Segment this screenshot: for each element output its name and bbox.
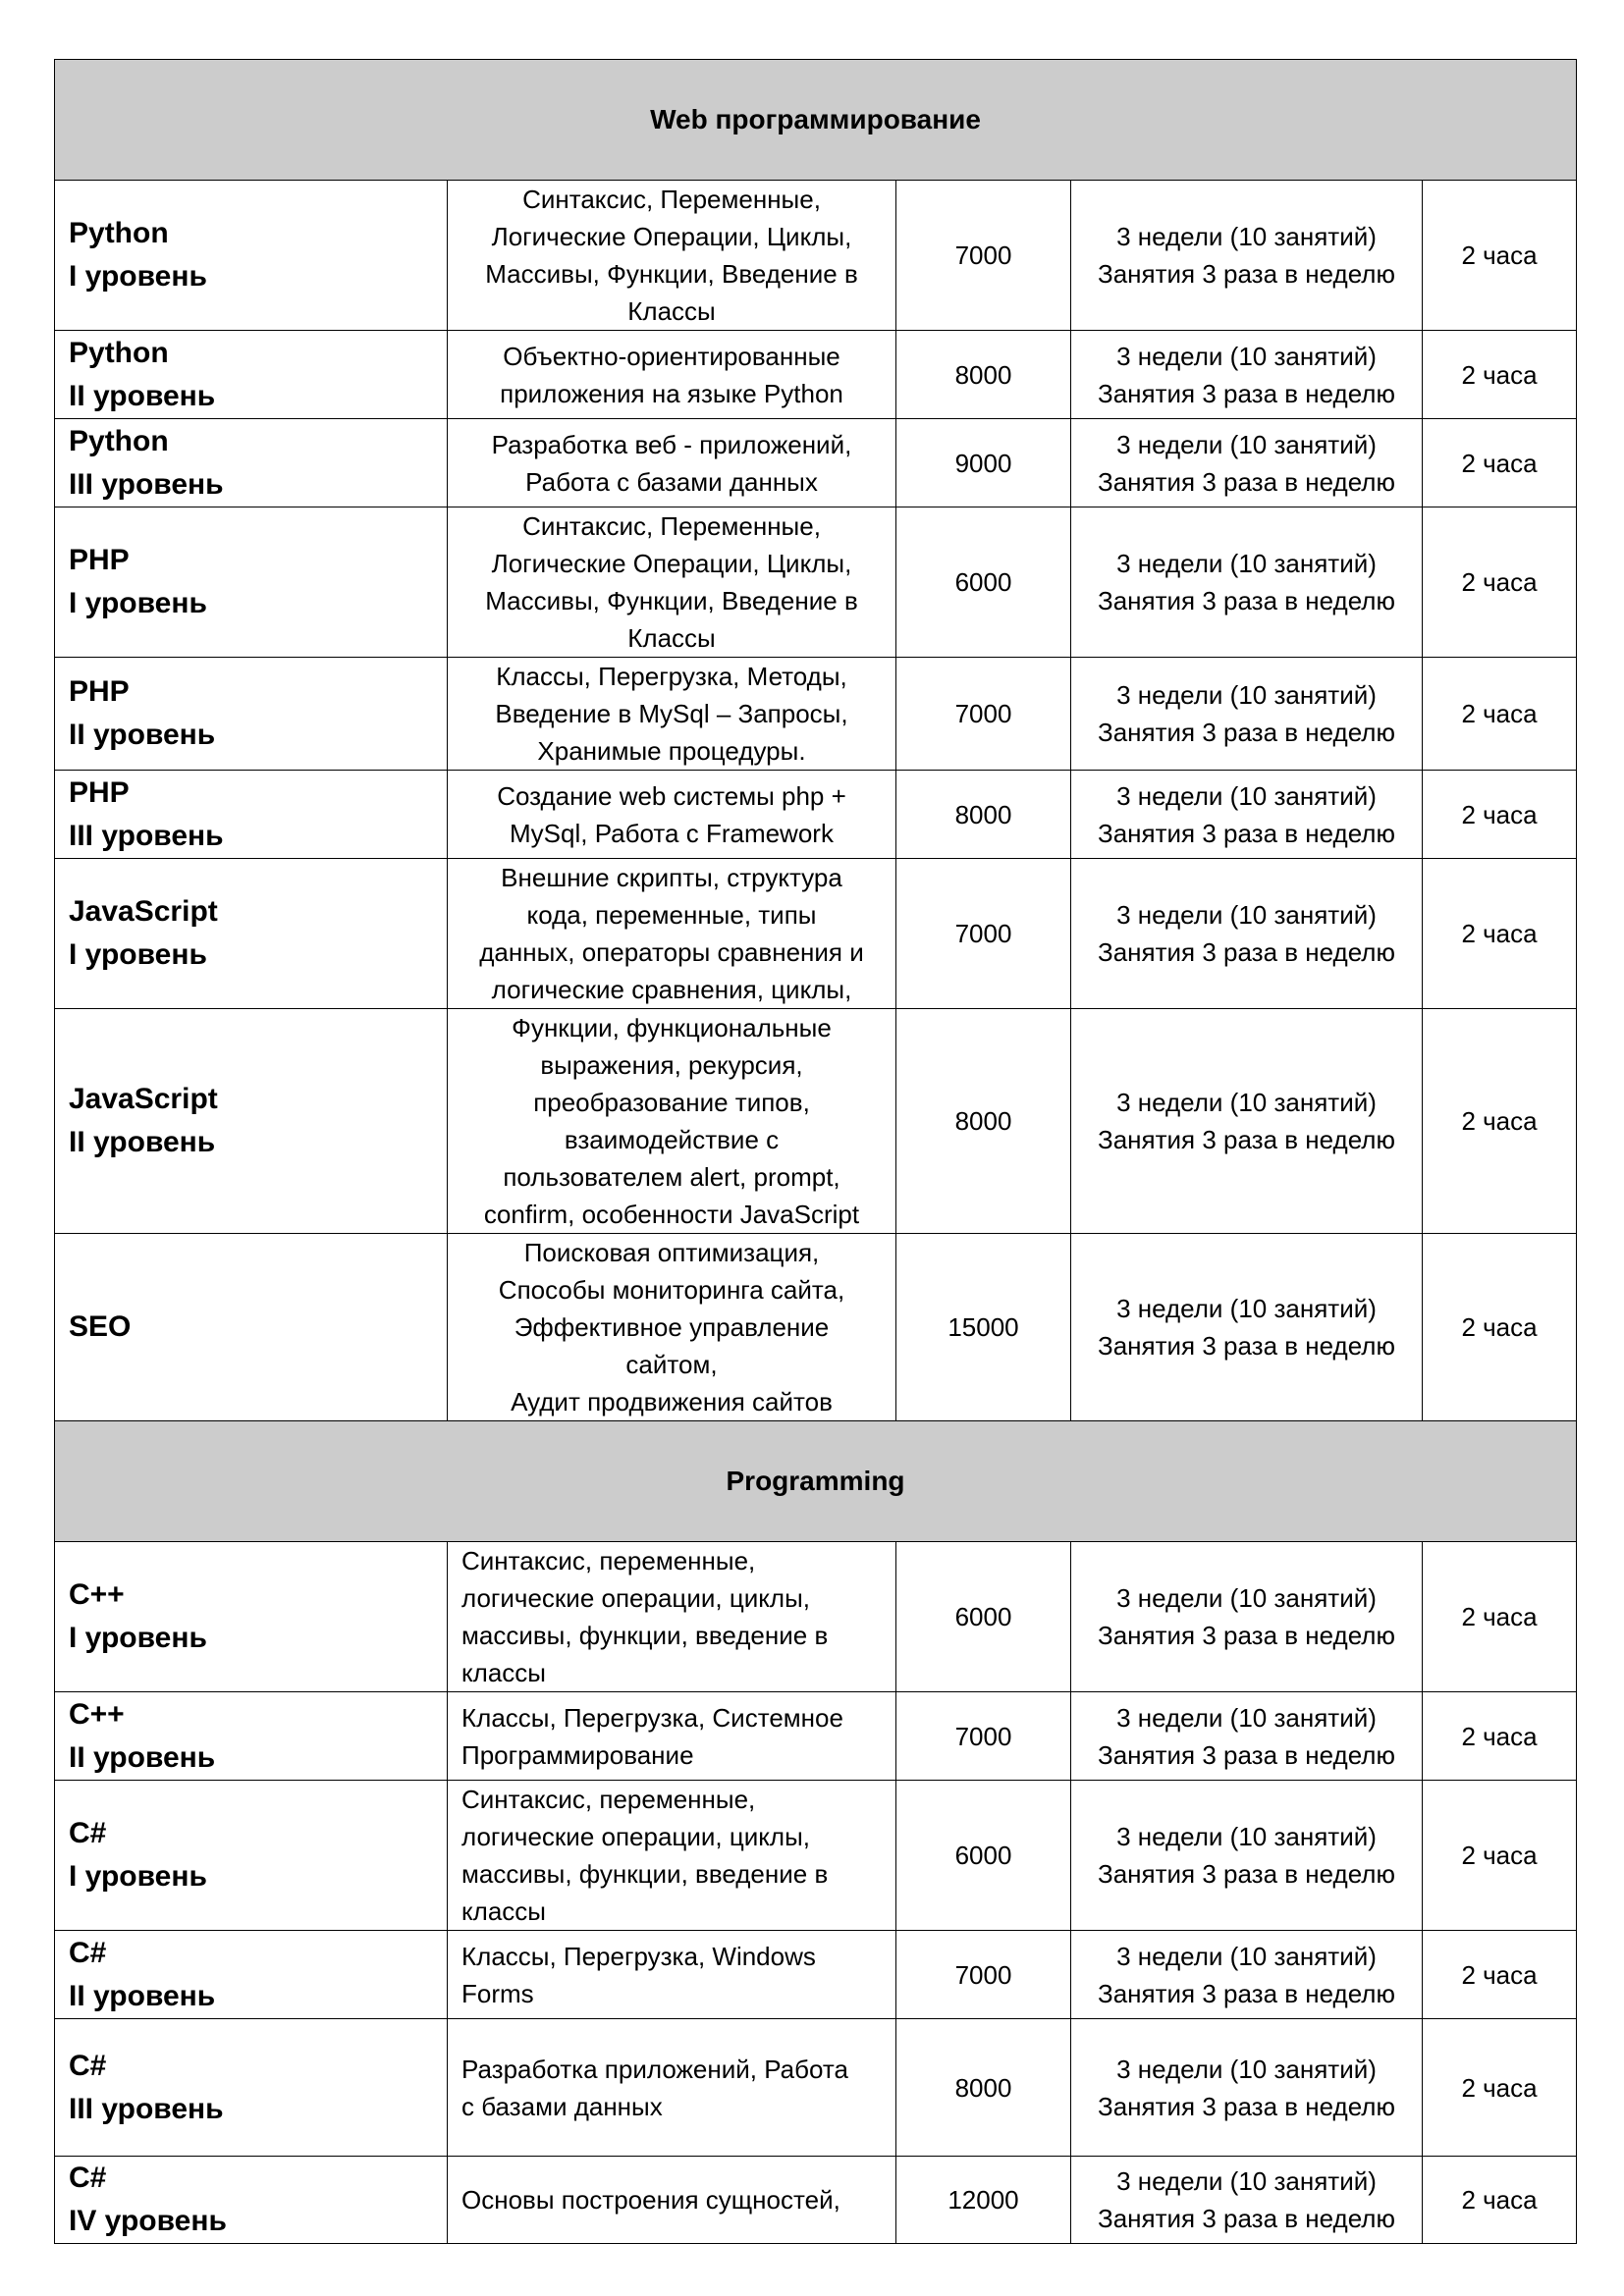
course-name: Python xyxy=(69,336,169,369)
course-row xyxy=(55,331,1577,419)
section-header-row xyxy=(55,60,1577,181)
course-name: C++ xyxy=(69,1578,125,1611)
price-list-page xyxy=(54,59,1576,2244)
course-description: Поисковая оптимизация, Способы мониторинга сайта, Эффективное управление сайтом, Аудит продвижения сайтов xyxy=(448,1234,896,1421)
course-price: 8000 xyxy=(896,331,1071,419)
course-name-cell xyxy=(55,507,448,658)
course-duration: 3 недели (10 занятий) Занятия 3 раза в неделю xyxy=(1071,507,1423,658)
course-price: 7000 xyxy=(896,1692,1071,1781)
course-price: 7000 xyxy=(896,859,1071,1009)
lesson-length: 2 часа xyxy=(1423,181,1577,331)
course-name: C++ xyxy=(69,1697,125,1731)
lesson-length: 2 часа xyxy=(1423,771,1577,859)
course-price: 6000 xyxy=(896,1542,1071,1692)
course-price: 7000 xyxy=(896,181,1071,331)
course-table xyxy=(54,59,1577,2244)
course-name: JavaScript xyxy=(69,895,218,928)
course-name: PHP xyxy=(69,675,130,708)
lesson-length: 2 часа xyxy=(1423,1009,1577,1234)
course-duration: 3 недели (10 занятий) Занятия 3 раза в неделю xyxy=(1071,2157,1423,2244)
section-title: Web программирование xyxy=(55,60,1577,181)
course-duration: 3 недели (10 занятий) Занятия 3 раза в неделю xyxy=(1071,658,1423,771)
lesson-length: 2 часа xyxy=(1423,507,1577,658)
course-description: Создание web системы php + MySql, Работа с Framework xyxy=(448,771,896,859)
course-name: SEO xyxy=(69,1310,132,1343)
course-name-cell xyxy=(55,1692,448,1781)
course-level: IV уровень xyxy=(69,2205,227,2237)
course-row xyxy=(55,419,1577,507)
course-duration: 3 недели (10 занятий) Занятия 3 раза в неделю xyxy=(1071,419,1423,507)
course-name-cell xyxy=(55,1009,448,1234)
course-row xyxy=(55,1542,1577,1692)
course-name-cell xyxy=(55,771,448,859)
course-name-cell xyxy=(55,331,448,419)
course-price: 6000 xyxy=(896,507,1071,658)
lesson-length: 2 часа xyxy=(1423,1542,1577,1692)
course-level: III уровень xyxy=(69,2092,224,2125)
course-level: I уровень xyxy=(69,1860,207,1893)
course-level: I уровень xyxy=(69,1622,207,1654)
lesson-length: 2 часа xyxy=(1423,859,1577,1009)
course-description: Разработка веб - приложений, Работа с базами данных xyxy=(448,419,896,507)
course-level: II уровень xyxy=(69,1979,216,2012)
course-name-cell xyxy=(55,859,448,1009)
course-name: C# xyxy=(69,2049,107,2082)
course-duration: 3 недели (10 занятий) Занятия 3 раза в неделю xyxy=(1071,1234,1423,1421)
section-header-row xyxy=(55,1421,1577,1542)
course-duration: 3 недели (10 занятий) Занятия 3 раза в неделю xyxy=(1071,331,1423,419)
course-level: II уровень xyxy=(69,719,216,751)
course-level: I уровень xyxy=(69,938,207,971)
course-description: Синтаксис, переменные, логические операции, циклы, массивы, функции, введение в классы xyxy=(448,1781,896,1931)
course-duration: 3 недели (10 занятий) Занятия 3 раза в неделю xyxy=(1071,1692,1423,1781)
lesson-length: 2 часа xyxy=(1423,419,1577,507)
course-name: C# xyxy=(69,1936,107,1969)
course-table-body xyxy=(55,60,1577,2244)
course-duration: 3 недели (10 занятий) Занятия 3 раза в неделю xyxy=(1071,2019,1423,2157)
course-description: Основы построения сущностей, xyxy=(448,2157,896,2244)
course-row xyxy=(55,658,1577,771)
course-price: 8000 xyxy=(896,1009,1071,1234)
lesson-length: 2 часа xyxy=(1423,331,1577,419)
lesson-length: 2 часа xyxy=(1423,1931,1577,2019)
course-name-cell xyxy=(55,2157,448,2244)
course-row xyxy=(55,1009,1577,1234)
course-duration: 3 недели (10 занятий) Занятия 3 раза в неделю xyxy=(1071,1542,1423,1692)
course-description: Классы, Перегрузка, Методы, Введение в MySql – Запросы, Хранимые процедуры. xyxy=(448,658,896,771)
course-row xyxy=(55,1234,1577,1421)
course-row xyxy=(55,1931,1577,2019)
course-duration: 3 недели (10 занятий) Занятия 3 раза в неделю xyxy=(1071,1931,1423,2019)
course-name: PHP xyxy=(69,544,130,576)
lesson-length: 2 часа xyxy=(1423,658,1577,771)
course-level: I уровень xyxy=(69,587,207,619)
course-name: Python xyxy=(69,217,169,249)
course-level: II уровень xyxy=(69,1740,216,1774)
course-description: Объектно-ориентированные приложения на языке Python xyxy=(448,331,896,419)
lesson-length: 2 часа xyxy=(1423,2157,1577,2244)
course-name-cell xyxy=(55,1931,448,2019)
lesson-length: 2 часа xyxy=(1423,2019,1577,2157)
course-level: I уровень xyxy=(69,260,207,293)
course-description: Внешние скрипты, структура кода, переменные, типы данных, операторы сравнения и логические сравнения, циклы, xyxy=(448,859,896,1009)
course-price: 8000 xyxy=(896,2019,1071,2157)
course-description: Классы, Перегрузка, Windows Forms xyxy=(448,1931,896,2019)
course-price: 9000 xyxy=(896,419,1071,507)
course-description: Синтаксис, Переменные, Логические Операции, Циклы, Массивы, Функции, Введение в Классы xyxy=(448,507,896,658)
course-name-cell xyxy=(55,419,448,507)
course-price: 12000 xyxy=(896,2157,1071,2244)
course-description: Функции, функциональные выражения, рекурсия, преобразование типов, взаимодействие с пользователем alert, prompt, confirm, особенности JavaScript xyxy=(448,1009,896,1234)
course-name: C# xyxy=(69,2162,107,2194)
course-row xyxy=(55,507,1577,658)
lesson-length: 2 часа xyxy=(1423,1692,1577,1781)
course-description: Синтаксис, переменные, логические операции, циклы, массивы, функции, введение в классы xyxy=(448,1542,896,1692)
course-price: 15000 xyxy=(896,1234,1071,1421)
course-name: PHP xyxy=(69,775,130,809)
course-name: JavaScript xyxy=(69,1083,218,1115)
course-duration: 3 недели (10 занятий) Занятия 3 раза в неделю xyxy=(1071,181,1423,331)
course-name-cell xyxy=(55,1234,448,1421)
course-level: III уровень xyxy=(69,819,224,852)
course-row xyxy=(55,2157,1577,2244)
section-title: Programming xyxy=(55,1421,1577,1542)
course-name-cell xyxy=(55,181,448,331)
course-level: II уровень xyxy=(69,379,216,412)
course-level: II уровень xyxy=(69,1126,216,1158)
course-duration: 3 недели (10 занятий) Занятия 3 раза в неделю xyxy=(1071,1009,1423,1234)
course-price: 8000 xyxy=(896,771,1071,859)
course-price: 7000 xyxy=(896,1931,1071,2019)
course-row xyxy=(55,1692,1577,1781)
course-description: Синтаксис, Переменные, Логические Операции, Циклы, Массивы, Функции, Введение в Классы xyxy=(448,181,896,331)
course-duration: 3 недели (10 занятий) Занятия 3 раза в неделю xyxy=(1071,771,1423,859)
course-description: Разработка приложений, Работа с базами данных xyxy=(448,2019,896,2157)
course-duration: 3 недели (10 занятий) Занятия 3 раза в неделю xyxy=(1071,859,1423,1009)
course-price: 6000 xyxy=(896,1781,1071,1931)
course-name: Python xyxy=(69,424,169,457)
course-name-cell xyxy=(55,1542,448,1692)
course-row xyxy=(55,859,1577,1009)
course-name-cell xyxy=(55,2019,448,2157)
course-price: 7000 xyxy=(896,658,1071,771)
course-level: III уровень xyxy=(69,467,224,501)
course-row xyxy=(55,181,1577,331)
course-name-cell xyxy=(55,658,448,771)
course-duration: 3 недели (10 занятий) Занятия 3 раза в неделю xyxy=(1071,1781,1423,1931)
course-row xyxy=(55,1781,1577,1931)
lesson-length: 2 часа xyxy=(1423,1234,1577,1421)
course-row xyxy=(55,771,1577,859)
course-name-cell xyxy=(55,1781,448,1931)
course-description: Классы, Перегрузка, Системное Программирование xyxy=(448,1692,896,1781)
course-name: C# xyxy=(69,1817,107,1849)
lesson-length: 2 часа xyxy=(1423,1781,1577,1931)
course-row xyxy=(55,2019,1577,2157)
